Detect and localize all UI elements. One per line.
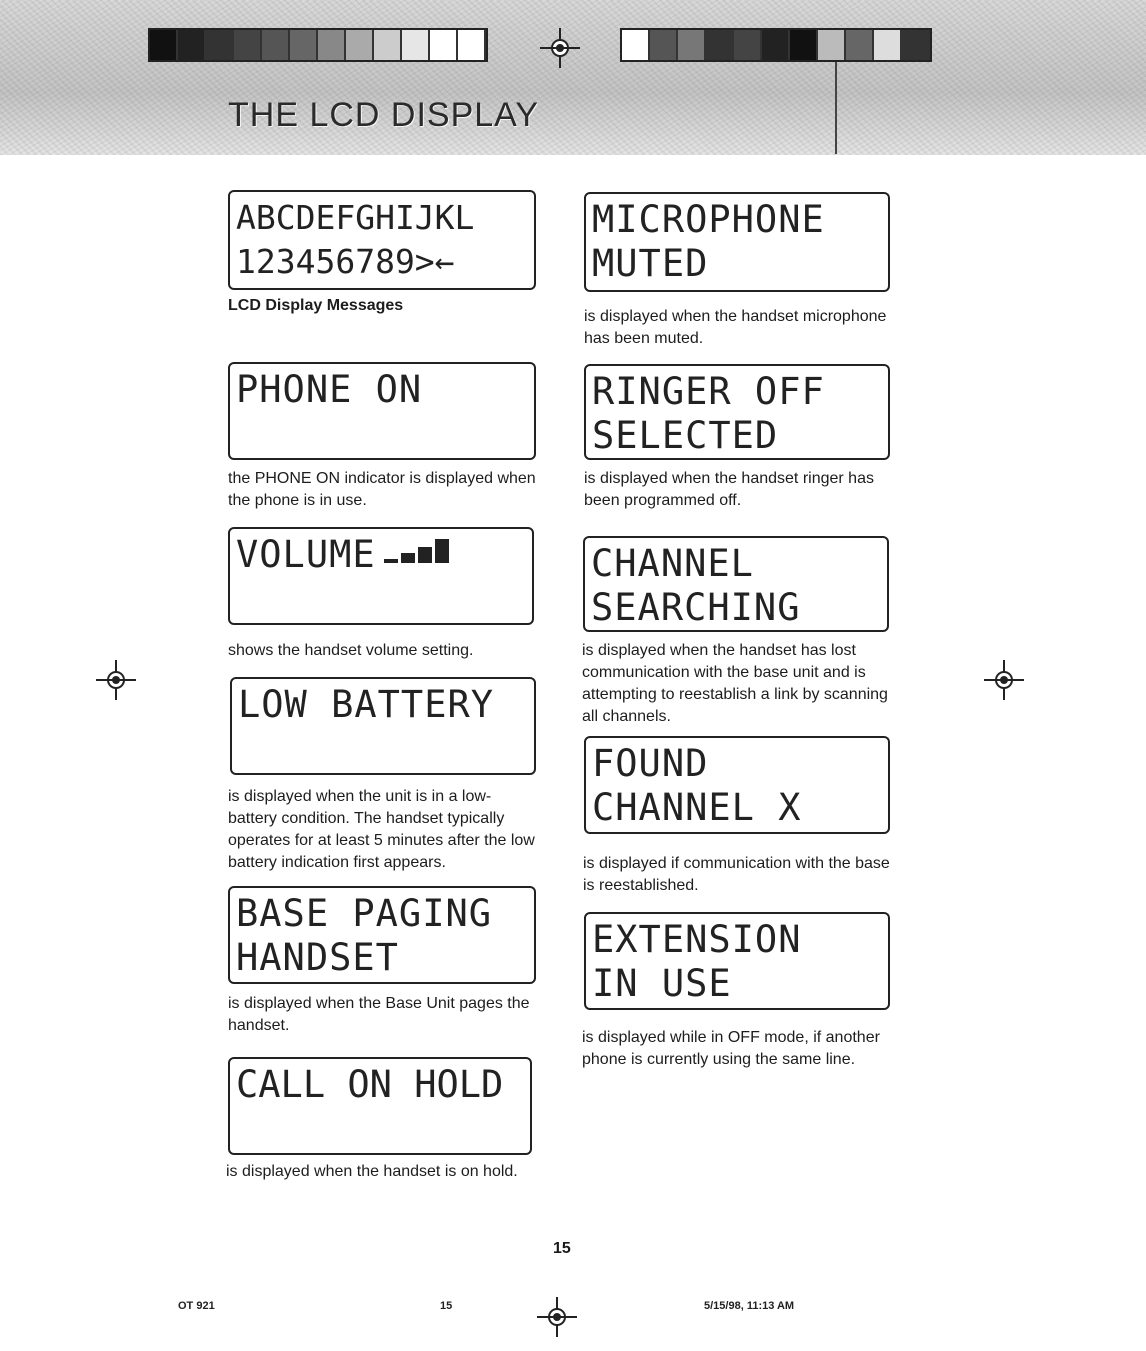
lcd-line <box>236 412 528 456</box>
lcd-line: FOUND <box>592 742 709 785</box>
lcd-caption: shows the handset volume setting. <box>228 642 474 659</box>
lcd-caption: is displayed when the handset ringer has been programmed off. <box>584 470 874 509</box>
lcd-line: 123456789>← <box>236 242 455 281</box>
lcd-display-abc <box>228 190 536 290</box>
lcd-caption: is displayed if communication with the base is reestablished. <box>583 855 890 894</box>
color-bar-left <box>148 28 488 62</box>
page-title: THE LCD DISPLAY <box>228 96 540 134</box>
lcd-line: PHONE ON <box>236 368 423 411</box>
volume-level-icon <box>384 539 449 563</box>
lcd-caption: is displayed when the handset has lost communication with the base unit and is attempting to reestablish a link by scanning all channels. <box>582 642 888 725</box>
lcd-display-phone-on <box>228 362 536 460</box>
lcd-caption: is displayed when the handset microphone has been muted. <box>584 308 887 347</box>
lcd-line: CALL ON HOLD <box>236 1063 504 1106</box>
lcd-caption: is displayed when the handset is on hold. <box>226 1163 518 1180</box>
lcd-line: IN USE <box>592 962 732 1005</box>
lcd-caption: the PHONE ON indicator is displayed when the phone is in use. <box>228 470 536 509</box>
lcd-line <box>236 533 526 577</box>
lcd-display-call-on-hold <box>228 1057 532 1155</box>
registration-mark-icon <box>537 1297 577 1337</box>
lcd-line: SELECTED <box>592 414 779 457</box>
lcd-line: SEARCHING <box>591 586 801 629</box>
footer-left: OT 921 <box>178 1300 215 1312</box>
lcd-display-base-paging <box>228 886 536 984</box>
lcd-line: RINGER OFF <box>592 370 825 413</box>
lcd-line: ABCDEFGHIJKL <box>236 198 475 237</box>
color-bar-right <box>620 28 932 62</box>
lcd-display-ringer-off <box>584 364 890 460</box>
lcd-caption: is displayed while in OFF mode, if another phone is currently using the same line. <box>582 1029 880 1068</box>
lcd-line: CHANNEL <box>591 542 754 585</box>
lcd-display-microphone-muted <box>584 192 890 292</box>
header-divider <box>835 62 837 154</box>
lcd-line: MICROPHONE <box>592 198 825 241</box>
lcd-line: LOW BATTERY <box>238 683 495 726</box>
footer-center: 15 <box>440 1300 453 1312</box>
lcd-display-low-battery <box>230 677 536 775</box>
lcd-line: HANDSET <box>236 936 399 979</box>
registration-mark-icon <box>540 28 580 68</box>
lcd-display-found-channel <box>584 736 890 834</box>
lcd-caption: is displayed when the Base Unit pages the handset. <box>228 995 530 1034</box>
lcd-line <box>236 1107 524 1151</box>
volume-label: VOLUME <box>236 533 376 576</box>
lcd-display-extension-in-use <box>584 912 890 1010</box>
lcd-line: MUTED <box>592 242 709 285</box>
footer-right: 5/15/98, 11:13 AM <box>704 1300 795 1312</box>
page-number: 15 <box>553 1240 571 1257</box>
lcd-line: BASE PAGING <box>236 892 493 935</box>
registration-mark-icon <box>96 660 136 700</box>
lcd-line: EXTENSION <box>592 918 802 961</box>
header-banner <box>0 0 1146 155</box>
lcd-line <box>238 727 528 771</box>
lcd-caption: LCD Display Messages <box>228 297 404 314</box>
lcd-display-volume <box>228 527 534 625</box>
lcd-caption: is displayed when the unit is in a low-battery condition. The handset typically operates for at least 5 minutes after the low battery indication first appears. <box>228 788 535 871</box>
lcd-display-channel-searching <box>583 536 889 632</box>
registration-mark-icon <box>984 660 1024 700</box>
lcd-line <box>236 577 526 621</box>
lcd-line: CHANNEL X <box>592 786 802 829</box>
